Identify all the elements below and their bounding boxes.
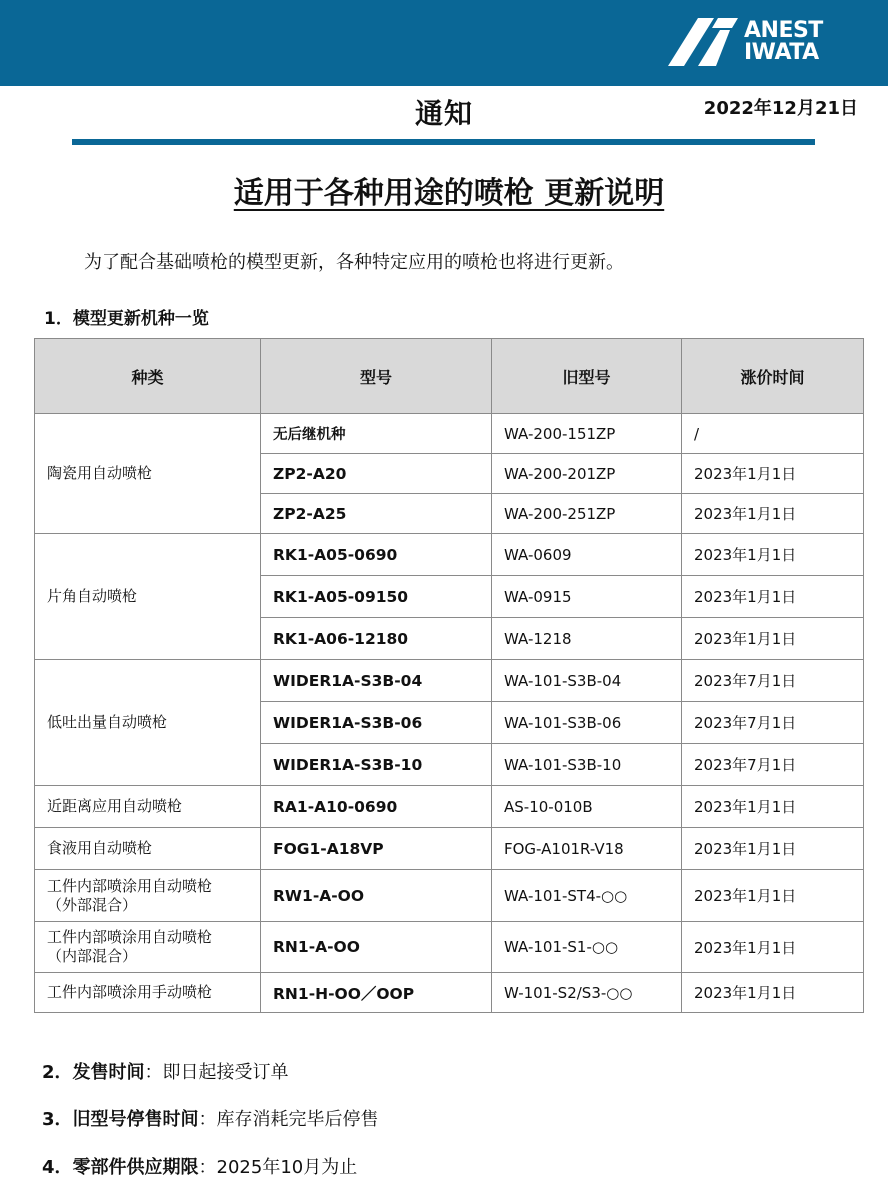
item-value: ：2025年10月为止 [198,1157,358,1178]
old-model-cell: WA-1218 [492,618,682,660]
category-cell: 近距离应用自动喷枪 [35,786,261,828]
anest-iwata-logo-icon [668,18,740,66]
category-cell: 低吐出量自动喷枪 [35,660,261,786]
header-price-date: 涨价时间 [682,339,864,414]
table-row [35,534,864,576]
date-cell: 2023年1月1日 [682,870,864,922]
item-value: ：即日起接受订单 [144,1062,289,1083]
category-line2: （外部混合） [47,895,138,914]
model-cell: RK1-A05-0690 [261,534,492,576]
date-cell: 2023年7月1日 [682,744,864,786]
date-cell: 2023年1月1日 [682,618,864,660]
header-bar [0,0,888,86]
item-value: ：库存消耗完毕后停售 [198,1109,379,1130]
section-title-model-list: 1．模型更新机种一览 [44,309,209,329]
main-title [0,168,888,212]
category-line1: 工件内部喷涂用自动喷枪 [47,928,213,946]
table-row [35,828,864,870]
model-cell: WIDER1A-S3B-04 [261,660,492,702]
old-model-cell: WA-101-S3B-10 [492,744,682,786]
category-line1: 工件内部喷涂用自动喷枪 [47,876,213,895]
table-row [35,786,864,828]
category-cell: 片角自动喷枪 [35,534,261,660]
item-label: 3．旧型号停售时间 [42,1109,199,1130]
title-divider [72,139,815,145]
date-cell: 2023年7月1日 [682,660,864,702]
category-cell: 工件内部喷涂用手动喷枪 [35,973,261,1013]
logo-line2: IWATA [744,40,819,65]
notice-date: 2022年12月21日 [703,98,858,119]
date-cell: 2023年1月1日 [682,973,864,1013]
table-row [35,870,864,922]
table-row [35,922,864,973]
model-cell: ZP2-A25 [261,494,492,534]
model-cell: ZP2-A20 [261,454,492,494]
category-cell: 陶瓷用自动喷枪 [35,414,261,534]
old-model-discontinue-item [42,1105,379,1131]
model-update-table [34,338,864,1013]
main-title-text: 适用于各种用途的喷枪 更新说明 [233,176,665,211]
date-cell: 2023年1月1日 [682,576,864,618]
category-cell [35,922,261,973]
old-model-cell: WA-101-S1-○○ [492,922,682,973]
table-row [35,414,864,454]
old-model-cell: AS-10-010B [492,786,682,828]
model-cell: WIDER1A-S3B-10 [261,744,492,786]
date-cell: 2023年1月1日 [682,922,864,973]
item-label: 2．发售时间 [42,1062,145,1083]
item-label: 4．零部件供应期限 [42,1157,199,1178]
logo-wordmark [744,20,823,64]
header-old-model: 旧型号 [492,339,682,414]
old-model-cell: WA-101-S3B-04 [492,660,682,702]
header-model: 型号 [261,339,492,414]
release-time-item [42,1058,289,1084]
date-cell: / [682,414,864,454]
model-cell: RW1-A-OO [261,870,492,922]
old-model-cell: FOG-A101R-V18 [492,828,682,870]
old-model-cell: WA-0915 [492,576,682,618]
old-model-cell: WA-0609 [492,534,682,576]
model-cell: RN1-H-OO／OOP [261,973,492,1013]
date-cell: 2023年1月1日 [682,534,864,576]
old-model-cell: WA-200-201ZP [492,454,682,494]
model-cell: FOG1-A18VP [261,828,492,870]
model-cell: RK1-A06-12180 [261,618,492,660]
header-category: 种类 [35,339,261,414]
old-model-cell: W-101-S2/S3-○○ [492,973,682,1013]
date-cell: 2023年7月1日 [682,702,864,744]
date-cell: 2023年1月1日 [682,786,864,828]
old-model-cell: WA-101-S3B-06 [492,702,682,744]
category-cell: 食液用自动喷枪 [35,828,261,870]
brand-logo [668,18,848,68]
old-model-cell: WA-101-ST4-○○ [492,870,682,922]
model-cell: WIDER1A-S3B-06 [261,702,492,744]
model-cell: 无后继机种 [261,414,492,454]
category-cell [35,870,261,922]
date-cell: 2023年1月1日 [682,828,864,870]
model-cell: RN1-A-OO [261,922,492,973]
logo-line1: ANEST [744,18,823,43]
date-cell: 2023年1月1日 [682,494,864,534]
table-header-row [35,339,864,414]
intro-text: 为了配合基础喷枪的模型更新，各种特定应用的喷枪也将进行更新。 [84,252,624,273]
old-model-cell: WA-200-151ZP [492,414,682,454]
model-cell: RK1-A05-09150 [261,576,492,618]
table-row [35,973,864,1013]
table-row [35,660,864,702]
model-cell: RA1-A10-0690 [261,786,492,828]
date-cell: 2023年1月1日 [682,454,864,494]
parts-supply-item [42,1153,357,1179]
category-line2: （内部混合） [47,947,138,965]
notice-title: 通知 [414,97,473,130]
old-model-cell: WA-200-251ZP [492,494,682,534]
